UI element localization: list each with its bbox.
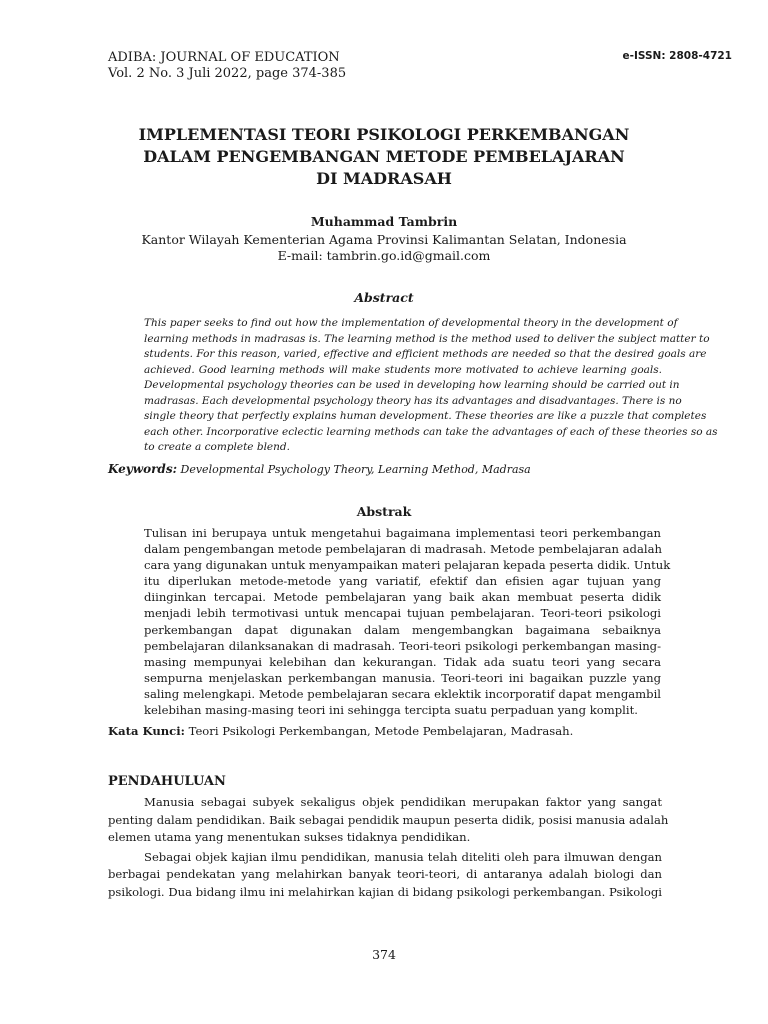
abstrak-line: itu diperlukan metode-metode yang variatif, efektif dan efisien agar tujuan yang — [144, 574, 661, 589]
abstract-line: learning methods in madrasas is. The learning method is the method used to deliver the subject matter to — [144, 332, 710, 345]
title-line: DI MADRASAH — [316, 169, 452, 188]
abstrak-line: masing mempunyai kelebihan dan kekurangan. Tidak ada suatu teori yang secara — [144, 654, 661, 669]
abstract-line: This paper seeks to find out how the implementation of developmental theory in the development of — [144, 317, 678, 329]
kata-kunci — [108, 724, 573, 738]
abstract-line: to create a complete blend. — [144, 441, 290, 453]
abstrak-heading: Abstrak — [356, 504, 412, 519]
abstract-line: achieved. Good learning methods will make students more motivated to achieve learning goals. — [144, 363, 662, 376]
body-line: psikologi. Dua bidang ilmu ini melahirkan kajian di bidang psikologi perkembangan. Psikologi — [108, 884, 662, 899]
eissn-label: e-ISSN: 2808-4721 — [622, 50, 732, 62]
abstrak-body — [144, 525, 671, 718]
abstrak-line: Tulisan ini berupaya untuk mengetahui bagaimana implementasi teori perkembangan — [144, 526, 661, 540]
kata-kunci-text: Teori Psikologi Perkembangan, Metode Pembelajaran, Madrasah. — [188, 724, 574, 738]
paper-title — [100, 124, 668, 190]
keywords-text: Developmental Psychology Theory, Learning Method, Madrasa — [180, 463, 531, 476]
abstrak-line: cara yang digunakan untuk menyampaikan materi pelajaran kepada peserta didik. Untuk — [144, 558, 671, 573]
section-body — [108, 794, 669, 902]
journal-volume: Vol. 2 No. 3 Juli 2022, page 374-385 — [108, 66, 347, 81]
abstrak-line: kelebihan masing-masing teori ini sehingga tercipta suatu perpaduan yang komplit. — [144, 703, 638, 718]
author-info — [0, 232, 768, 264]
abstrak-line: menjadi lebih termotivasi untuk mencapai tujuan pembelajaran. Teori-teori psikologi — [144, 606, 661, 621]
section-heading: PENDAHULUAN — [108, 774, 226, 789]
author-email: E-mail: tambrin.go.id@gmail.com — [277, 248, 491, 263]
body-line: Sebagai objek kajian ilmu pendidikan, manusia telah diteliti oleh para ilmuwan dengan — [144, 849, 662, 864]
journal-name: ADIBA: JOURNAL OF EDUCATION — [108, 50, 340, 65]
abstract-line: madrasas. Each developmental psychology theory has its advantages and disadvantages. There is no — [144, 394, 682, 407]
abstract-line: each other. Incorporative eclectic learning methods can take the advantages of each of these theories so as — [144, 425, 718, 438]
keywords-label: Keywords: — [108, 462, 178, 476]
abstract-line: students. For this reason, varied, effective and efficient methods are needed so that the desired goals are — [144, 348, 707, 360]
body-line: berbagai pendekatan yang melahirkan banyak teori-teori, di antaranya adalah biologi dan — [108, 867, 662, 882]
title-line: IMPLEMENTASI TEORI PSIKOLOGI PERKEMBANGAN — [138, 125, 630, 144]
abstrak-line: perkembangan dapat digunakan dalam mengembangkan bagaimana sebaiknya — [144, 622, 661, 637]
author-name: Muhammad Tambrin — [310, 214, 458, 229]
body-line: penting dalam pendidikan. Baik sebagai pendidik maupun peserta didik, posisi manusia adalah — [108, 812, 669, 827]
abstrak-line: saling melengkapi. Metode pembelajaran secara eklektik incorporatif dapat mengambil — [144, 686, 661, 701]
abstrak-line: diinginkan tercapai. Metode pembelajaran yang baik akan membuat peserta didik — [144, 590, 661, 605]
keywords — [108, 462, 531, 476]
page-number: 374 — [372, 947, 396, 962]
abstract-line: single theory that perfectly explains human development. These theories are like a puzzle that completes — [144, 410, 707, 422]
body-line: elemen utama yang menentukan sukses tidaknya pendidikan. — [108, 830, 471, 845]
abstrak-line: sempurna menjelaskan perkembangan manusia. Teori-teori ini bagaikan puzzle yang — [144, 670, 661, 685]
kata-kunci-label: Kata Kunci: — [108, 724, 185, 738]
abstrak-line: pembelajaran dilanksanakan di madrasah. Teori-teori psikologi perkembangan masing- — [144, 638, 661, 653]
affiliation: Kantor Wilayah Kementerian Agama Provinsi Kalimantan Selatan, Indonesia — [141, 232, 627, 247]
running-header — [108, 50, 346, 82]
abstract-body — [144, 316, 718, 456]
body-line: Manusia sebagai subyek sekaligus objek pendidikan merupakan faktor yang sangat — [144, 795, 662, 809]
abstract-line: Developmental psychology theories can be used in developing how learning should be carried out in — [144, 379, 680, 391]
title-line: DALAM PENGEMBANGAN METODE PEMBELAJARAN — [143, 147, 625, 166]
abstrak-line: dalam pengembangan metode pembelajaran di madrasah. Metode pembelajaran adalah — [144, 542, 662, 557]
abstract-heading: Abstract — [354, 290, 414, 305]
